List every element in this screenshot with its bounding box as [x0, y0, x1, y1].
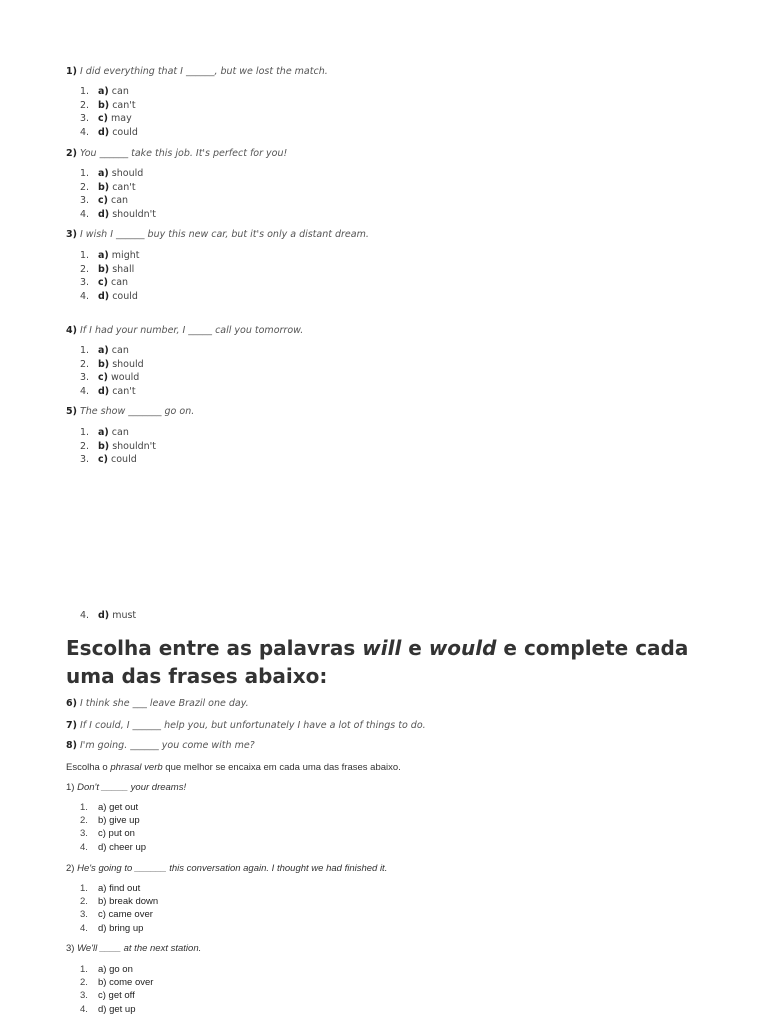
option-item: 3. c) could — [80, 454, 137, 466]
options-list — [80, 801, 146, 854]
question-text: The show _______ go on. — [79, 406, 195, 417]
question-text: If I could, I ______ help you, but unfortunately I have a lot of things to do. — [79, 720, 426, 731]
question-text: We'll ____ at the next station. — [77, 943, 202, 954]
phrasal-question-3 — [66, 943, 201, 954]
option-item: 3. c) can — [80, 277, 129, 289]
option-item: 4. d) could — [80, 290, 138, 302]
question-text: I wish I ______ buy this new car, but it's only a distant dream. — [79, 229, 369, 240]
question-text: He's going to ______ this conversation again. I thought we had finished it. — [77, 863, 388, 874]
option-item: 2. b) shouldn't — [80, 440, 157, 452]
option-item: 3. c) would — [80, 372, 140, 384]
question-number: 8) — [66, 740, 77, 751]
question-3 — [66, 229, 369, 240]
option-item: 2. b) give up — [80, 815, 140, 827]
options-list — [80, 426, 156, 467]
option-item: 3. c) can — [80, 195, 129, 207]
option-item: 1. a) get out — [80, 802, 139, 813]
option-item: 1. a) can — [80, 345, 129, 356]
option-item: 3. c) get off — [80, 990, 135, 1002]
option-item: 1. a) find out — [80, 883, 141, 894]
question-number: 1) — [66, 782, 75, 793]
phrasal-question-2 — [66, 863, 387, 874]
question-5 — [66, 406, 194, 417]
option-item: 4. d) could — [80, 126, 138, 138]
question-text: Don't _____ your dreams! — [77, 782, 187, 793]
options-list — [80, 167, 156, 221]
option-item: 3. c) may — [80, 113, 132, 125]
option-item: 3. c) put on — [80, 828, 135, 840]
heading-emphasis-will: will — [362, 636, 402, 660]
question-4 — [66, 325, 303, 336]
question-number: 4) — [66, 325, 77, 336]
question-6 — [66, 698, 249, 709]
options-list — [80, 249, 139, 303]
option-item: 1. a) can — [80, 86, 129, 97]
option-item: 4. d) bring up — [80, 922, 144, 934]
question-number: 3) — [66, 229, 77, 240]
question-number: 1) — [66, 66, 77, 77]
question-text: I think she ___ leave Brazil one day. — [79, 698, 249, 709]
option-item: 4. d) can't — [80, 385, 136, 397]
option-item: 4. d) must — [80, 610, 137, 621]
option-item: 2. b) come over — [80, 977, 154, 989]
options-list-continued — [80, 609, 136, 623]
option-item: 4. d) shouldn't — [80, 208, 157, 220]
options-list — [80, 85, 138, 139]
heading-emphasis-would: would — [428, 636, 497, 660]
question-number: 2) — [66, 863, 75, 874]
question-2 — [66, 148, 287, 159]
question-1 — [66, 66, 328, 77]
option-item: 3. c) came over — [80, 909, 153, 921]
question-text: If I had your number, I _____ call you tomorrow. — [79, 325, 304, 336]
option-item: 2. b) can't — [80, 181, 136, 193]
phrasal-verb-instructions: Escolha o phrasal verb que melhor se encaixa em cada uma das frases abaixo. — [66, 762, 401, 773]
question-number: 2) — [66, 148, 77, 159]
option-item: 4. d) get up — [80, 1003, 136, 1015]
option-item: 1. a) should — [80, 168, 144, 179]
option-item: 2. b) can't — [80, 99, 136, 111]
question-number: 7) — [66, 720, 77, 731]
question-number: 6) — [66, 698, 77, 709]
question-number: 3) — [66, 943, 75, 954]
option-item: 2. b) shall — [80, 263, 135, 275]
option-item: 4. d) cheer up — [80, 841, 147, 853]
options-list — [80, 882, 158, 935]
option-item: 1. a) can — [80, 427, 129, 438]
section-heading: Escolha entre as palavras will e would e complete cada uma das frases abaixo: — [66, 636, 689, 688]
options-list — [80, 963, 153, 1016]
question-number: 5) — [66, 406, 77, 417]
phrasal-question-1 — [66, 782, 186, 793]
question-text: I'm going. ______ you come with me? — [79, 740, 255, 751]
question-text: I did everything that I ______, but we lost the match. — [79, 66, 328, 77]
option-item: 2. b) break down — [80, 896, 159, 908]
question-8 — [66, 740, 255, 751]
options-list — [80, 344, 144, 398]
question-7 — [66, 720, 426, 731]
option-item: 2. b) should — [80, 358, 144, 370]
question-text: You ______ take this job. It's perfect for you! — [79, 148, 288, 159]
option-item: 1. a) go on — [80, 964, 133, 975]
option-item: 1. a) might — [80, 250, 140, 261]
